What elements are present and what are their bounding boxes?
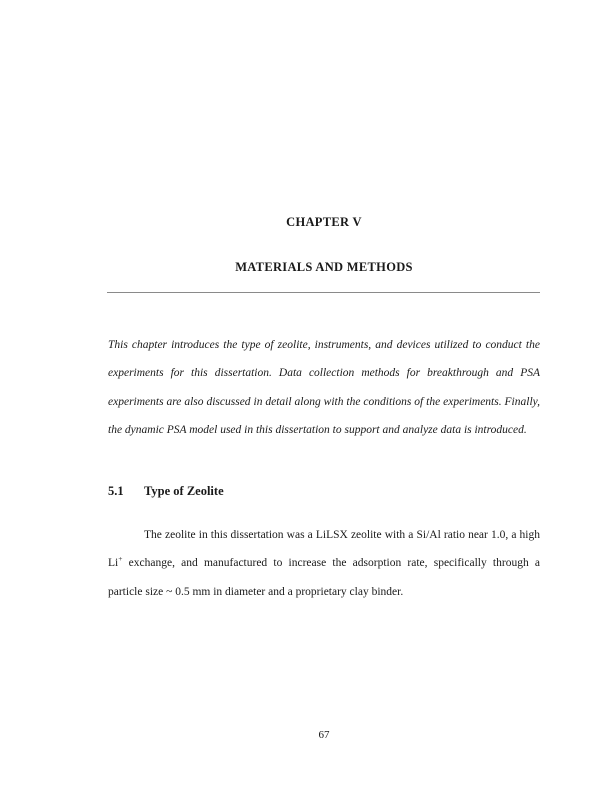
chapter-heading: CHAPTER V: [286, 215, 362, 229]
section-heading: [108, 484, 540, 499]
section-number: 5.1: [108, 484, 124, 498]
intro-paragraph: This chapter introduces the type of zeolite, instruments, and devices utilized to conduct the experiments for this dissertation. Data collection methods for breakthrough and PSA experiments are also discussed in detail along with the conditions of the experiments. Finally, the dynamic PSA model used in this dissertation to support and analyze data is introduced.: [108, 339, 540, 437]
body-text-after-superscript: exchange, and manufactured to increase the adsorption rate, specifically through a particle size ~ 0.5 mm in diameter and a proprietary clay binder.: [108, 557, 540, 598]
superscript-plus: +: [118, 554, 123, 564]
heading-divider: [107, 292, 540, 293]
body-paragraph: [108, 521, 540, 606]
chapter-subheading: MATERIALS AND METHODS: [235, 260, 413, 274]
section-title: Type of Zeolite: [144, 484, 224, 498]
body-text-before-superscript: The zeolite in this dissertation was a LiLSX zeolite with a Si/Al ratio near 1.0, a high Li: [108, 529, 540, 570]
page-number: 67: [318, 729, 330, 741]
